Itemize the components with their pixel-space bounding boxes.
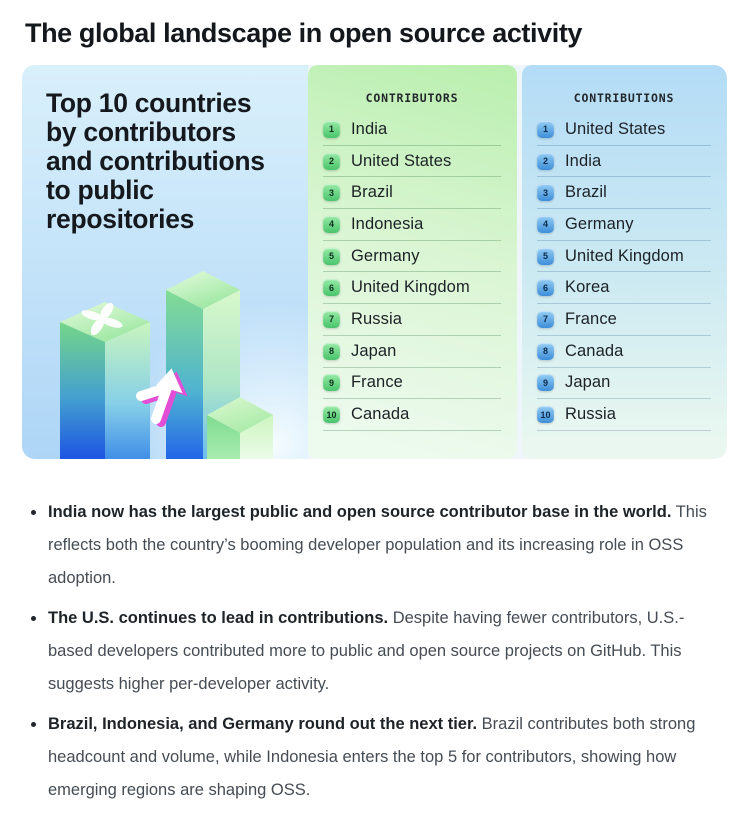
country-label: United Kingdom <box>565 246 684 265</box>
rank-row <box>537 209 711 241</box>
country-label: Japan <box>565 373 611 392</box>
rank-badge: 6 <box>323 279 340 296</box>
rank-badge: 8 <box>537 343 554 360</box>
rank-badge: 5 <box>323 248 340 265</box>
rank-row <box>323 272 501 304</box>
rank-row <box>323 336 501 368</box>
insight-item <box>25 496 725 595</box>
insight-item <box>25 602 725 701</box>
rank-row <box>323 399 501 431</box>
country-label: Brazil <box>351 183 393 202</box>
rank-badge: 10 <box>323 406 340 423</box>
country-label: India <box>565 151 602 170</box>
contributors-panel <box>308 65 517 459</box>
insight-lead: India now has the largest public and open source contributor base in the world. <box>48 503 672 521</box>
country-label: Canada <box>565 341 624 360</box>
country-label: Russia <box>565 405 617 424</box>
contributors-header: CONTRIBUTORS <box>365 91 459 105</box>
rank-badge: 4 <box>323 216 340 233</box>
country-label: Germany <box>351 246 420 265</box>
country-label: Germany <box>565 214 634 233</box>
insight-text: This reflects both the country’s booming developer population and its increasing role in OSS adoption. <box>48 503 707 587</box>
card-heading: Top 10 countries by contributors and contributions to public repositories <box>46 88 265 234</box>
infographic-card <box>22 65 727 459</box>
country-label: Russia <box>351 309 403 328</box>
country-label: France <box>565 309 617 328</box>
country-label: Japan <box>351 341 397 360</box>
country-label: France <box>351 373 403 392</box>
rank-row <box>537 272 711 304</box>
rank-row <box>323 241 501 273</box>
insight-text: Brazil contributes both strong headcount and volume, while Indonesia enters the top 5 for contributors, showing how emerging regions are shaping OSS. <box>48 715 696 799</box>
rank-row <box>537 304 711 336</box>
rank-badge: 3 <box>537 184 554 201</box>
country-label: United States <box>565 119 666 138</box>
rank-badge: 8 <box>323 343 340 360</box>
rank-row <box>323 209 501 241</box>
insight-item <box>25 708 725 807</box>
isometric-bars-illustration <box>22 229 308 459</box>
insight-lead: Brazil, Indonesia, and Germany round out the next tier. <box>48 715 478 733</box>
rank-badge: 1 <box>537 121 554 138</box>
rank-row <box>537 146 711 178</box>
rank-row <box>323 177 501 209</box>
country-label: United Kingdom <box>351 278 470 297</box>
country-label: Indonesia <box>351 214 424 233</box>
rank-badge: 6 <box>537 279 554 296</box>
rank-row <box>323 146 501 178</box>
rank-row <box>537 399 711 431</box>
rank-row <box>537 241 711 273</box>
rank-row <box>323 304 501 336</box>
rank-badge: 7 <box>537 311 554 328</box>
rank-badge: 2 <box>323 153 340 170</box>
country-label: Brazil <box>565 183 607 202</box>
rank-row <box>537 177 711 209</box>
rank-badge: 5 <box>537 248 554 265</box>
country-label: United States <box>351 151 452 170</box>
contributions-panel <box>522 65 727 459</box>
rank-badge: 3 <box>323 184 340 201</box>
page-title: The global landscape in open source activity <box>25 18 583 48</box>
bar-left <box>60 302 150 459</box>
card-left-panel <box>22 65 308 459</box>
rank-row <box>537 114 711 146</box>
rank-badge: 9 <box>537 374 554 391</box>
rank-row <box>323 368 501 400</box>
rank-badge: 9 <box>323 374 340 391</box>
rank-row <box>537 368 711 400</box>
contributions-header: CONTRIBUTIONS <box>573 91 675 105</box>
rank-badge: 4 <box>537 216 554 233</box>
insight-lead: The U.S. continues to lead in contributions. <box>48 609 389 627</box>
rank-row <box>323 114 501 146</box>
rank-badge: 2 <box>537 153 554 170</box>
insight-text: Despite having fewer contributors, U.S.-based developers contributed more to public and open source projects on GitHub. This suggests higher per-developer activity. <box>48 609 685 693</box>
contributors-list <box>323 114 501 431</box>
insights-list <box>25 496 725 807</box>
rank-badge: 1 <box>323 121 340 138</box>
country-label: India <box>351 119 388 138</box>
rank-badge: 7 <box>323 311 340 328</box>
rank-row <box>537 336 711 368</box>
country-label: Korea <box>565 278 610 297</box>
contributions-list <box>537 114 711 431</box>
country-label: Canada <box>351 405 410 424</box>
rank-badge: 10 <box>537 406 554 423</box>
